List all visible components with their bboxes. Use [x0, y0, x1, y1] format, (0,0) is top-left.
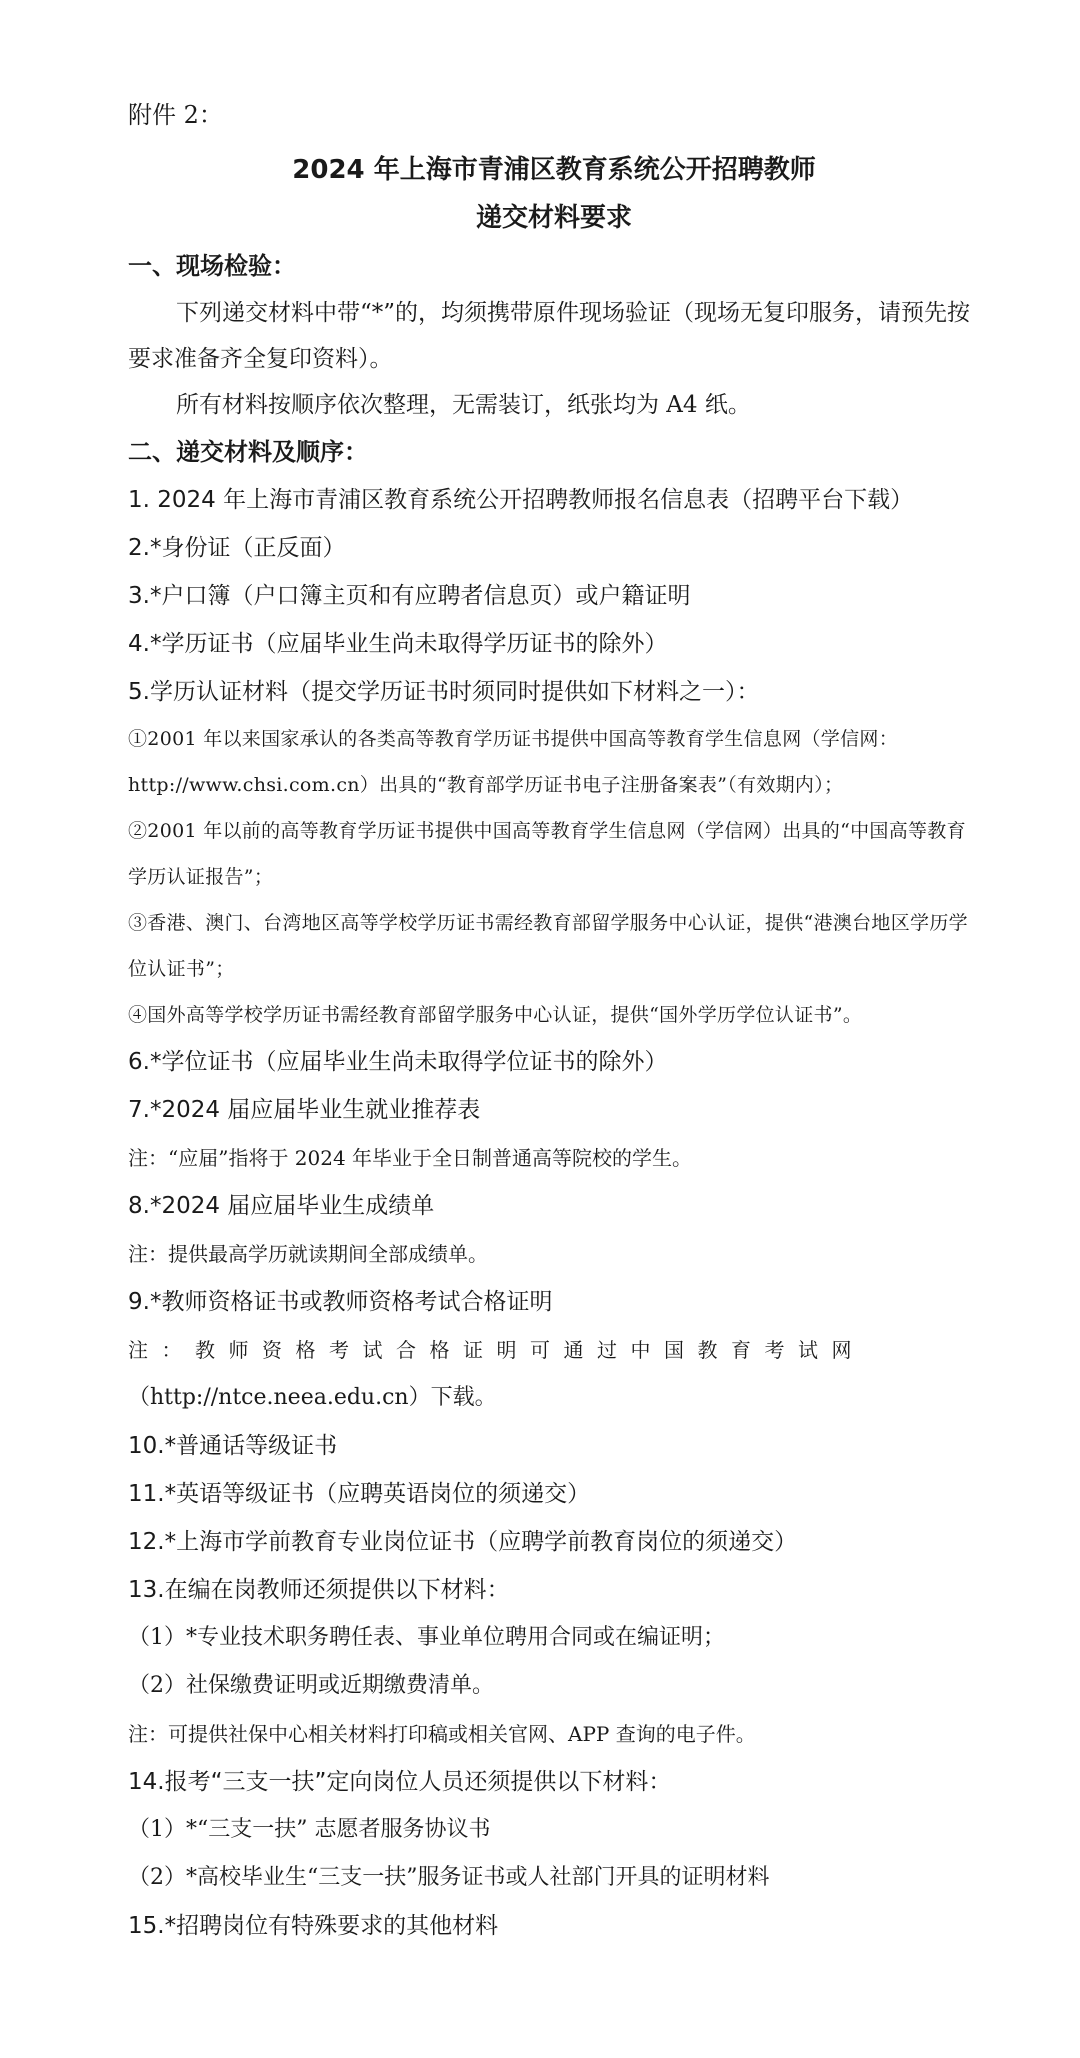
list-item-13-sub2: （2）社保缴费证明或近期缴费清单。	[128, 1673, 494, 1698]
list-item-8-note: 注：提供最高学历就读期间全部成绩单。	[128, 1242, 488, 1266]
list-item-12: 12.*上海市学前教育专业岗位证书（应聘学前教育岗位的须递交）	[128, 1529, 798, 1555]
attachment-label: 附件 2：	[128, 101, 223, 129]
section1-heading: 一、现场检验：	[128, 252, 296, 280]
list-item-15: 15.*招聘岗位有特殊要求的其他材料	[128, 1913, 499, 1939]
list-item-8: 8.*2024 届应届毕业生成绩单	[128, 1193, 435, 1219]
list-item-1: 1. 2024 年上海市青浦区教育系统公开招聘教师报名信息表（招聘平台下载）	[128, 487, 914, 513]
list-item-2: 2.*身份证（正反面）	[128, 535, 346, 561]
list-item-9-note-line1: 注：教师资格考试合格证明可通过中国教育考试网	[128, 1338, 865, 1362]
list-item-5-sub3: ③香港、澳门、台湾地区高等学校学历证书需经教育部留学服务中心认证，提供“港澳台地区学历学位认证书”；	[128, 912, 968, 980]
list-item-7-note: 注：“应届”指将于 2024 年毕业于全日制普通高等院校的学生。	[128, 1146, 693, 1170]
list-item-5-sub1: ①2001 年以来国家承认的各类高等教育学历证书提供中国高等教育学生信息网（学信网：http://www.chsi.com.cn）出具的“教育部学历证书电子注册备案表”（有效期内）；	[128, 728, 898, 796]
list-item-7: 7.*2024 届应届毕业生就业推荐表	[128, 1097, 481, 1123]
list-item-5-sub2: ②2001 年以前的高等教育学历证书提供中国高等教育学生信息网（学信网）出具的“中国高等教育学历认证报告”；	[128, 820, 966, 888]
list-item-6: 6.*学位证书（应届毕业生尚未取得学位证书的除外）	[128, 1049, 668, 1075]
document-title-line2: 递交材料要求	[475, 203, 632, 233]
list-item-9: 9.*教师资格证书或教师资格考试合格证明	[128, 1289, 553, 1315]
list-item-14-sub1: （1）*“三支一扶” 志愿者服务协议书	[128, 1817, 491, 1842]
list-item-11: 11.*英语等级证书（应聘英语岗位的须递交）	[128, 1481, 591, 1507]
list-item-5-sub4: ④国外高等学校学历证书需经教育部留学服务中心认证，提供“国外学历学位认证书”。	[128, 1004, 863, 1026]
list-item-13-sub1: （1）*专业技术职务聘任表、事业单位聘用合同或在编证明；	[128, 1625, 725, 1650]
list-item-10: 10.*普通话等级证书	[128, 1433, 338, 1459]
list-item-13: 13.在编在岗教师还须提供以下材料：	[128, 1577, 510, 1603]
list-item-3: 3.*户口簿（户口簿主页和有应聘者信息页）或户籍证明	[128, 583, 691, 609]
section1-para2: 所有材料按顺序依次整理，无需装订，纸张均为 A4 纸。	[176, 392, 751, 418]
list-item-5: 5.学历认证材料（提交学历证书时须同时提供如下材料之一）：	[128, 679, 760, 705]
section2-heading: 二、递交材料及顺序：	[128, 438, 368, 466]
list-item-14-sub2: （2）*高校毕业生“三支一扶”服务证书或人社部门开具的证明材料	[128, 1865, 770, 1890]
document-title-line1: 2024 年上海市青浦区教育系统公开招聘教师	[292, 155, 816, 185]
document-page	[128, 100, 980, 1950]
list-item-4: 4.*学历证书（应届毕业生尚未取得学历证书的除外）	[128, 631, 668, 657]
section1-para1: 下列递交材料中带“*”的，均须携带原件现场验证（现场无复印服务，请预先按要求准备齐全复印资料）。	[128, 300, 971, 372]
list-item-9-note-line2: （http://ntce.neea.edu.cn）下载。	[128, 1385, 497, 1410]
list-item-14: 14.报考“三支一扶”定向岗位人员还须提供以下材料：	[128, 1769, 672, 1795]
list-item-13-note: 注：可提供社保中心相关材料打印稿或相关官网、APP 查询的电子件。	[128, 1722, 756, 1746]
